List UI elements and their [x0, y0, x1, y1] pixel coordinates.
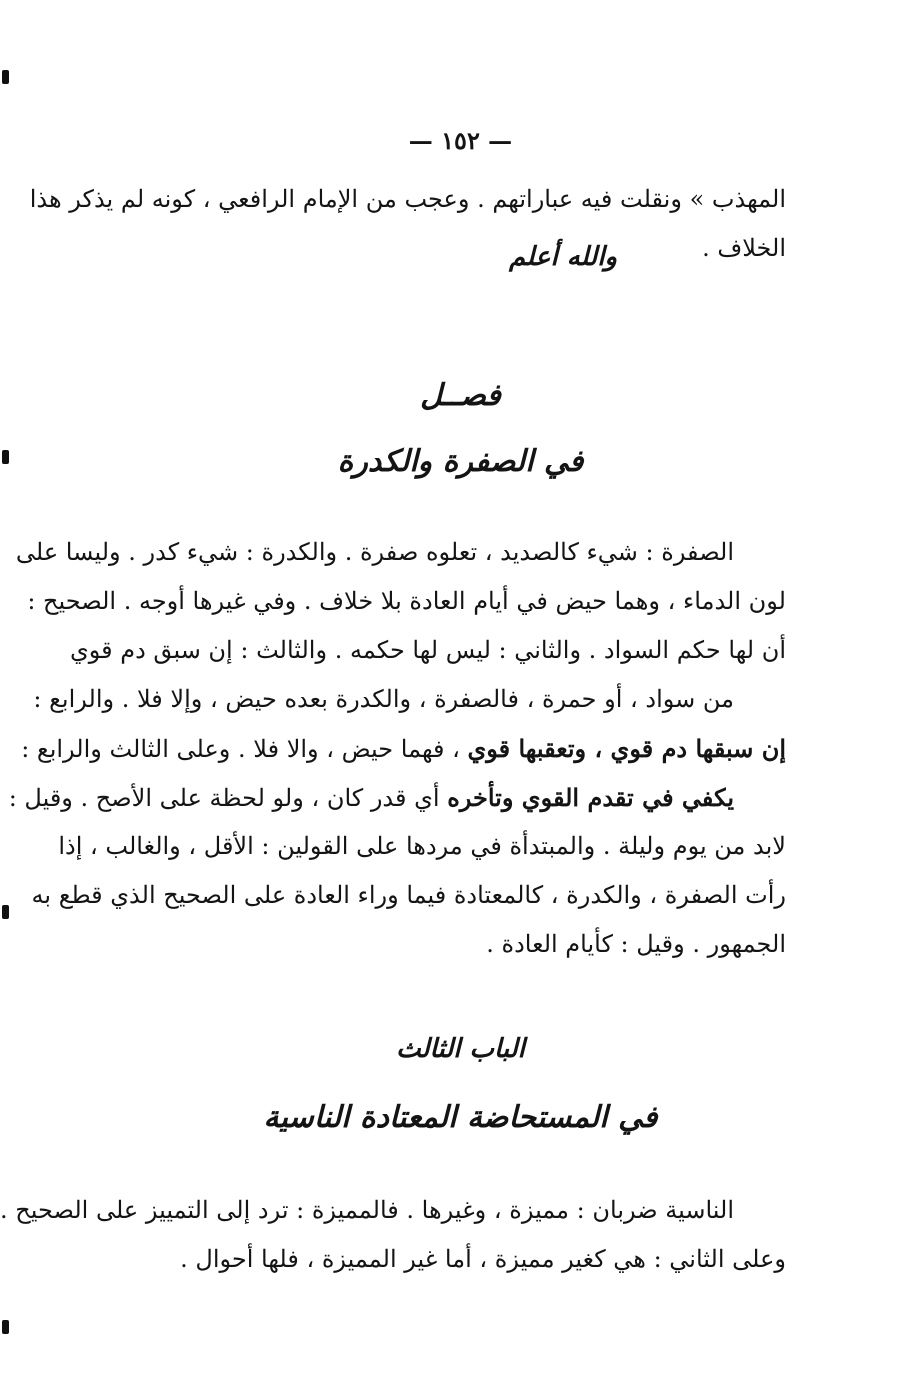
paragraph-line: أن لها حكم السواد . والثاني : ليس لها حكمه . والثالث : إن سبق دم قوي — [69, 636, 786, 664]
bold-phrase: يكفي في تقدم القوي وتأخره — [447, 783, 734, 812]
document-page — [2, 0, 919, 1378]
chapter-label: الباب الثالث — [396, 1034, 525, 1064]
chapter-paragraph — [0, 1186, 786, 1284]
section-paragraph — [8, 528, 786, 969]
page-number: — ١٥٢ — — [408, 126, 513, 155]
intro-paragraph — [29, 175, 786, 273]
closing-phrase: والله أعلم — [509, 242, 617, 272]
chapter-title: في المستحاضة المعتادة الناسية — [263, 1100, 658, 1135]
line-text: ، فهما حيض ، والا فلا . وعلى الثالث والرابع : — [21, 735, 468, 763]
bold-phrase: إن سبقها دم قوي ، وتعقبها قوي — [467, 734, 786, 763]
paragraph-line: رأت الصفرة ، والكدرة ، كالمعتادة فيما وراء العادة على الصحيح الذي قطع به — [31, 881, 786, 909]
paragraph-line: المهذب » ونقلت فيه عباراتهم . وعجب من الإمام الرافعي ، كونه لم يذكر هذا — [29, 185, 786, 213]
paragraph-line: لابد من يوم وليلة . والمبتدأة في مردها على القولين : الأقل ، والغالب ، إذا — [58, 832, 786, 860]
margin-mark — [2, 905, 9, 919]
line-text: أي قدر كان ، ولو لحظة على الأصح . وقيل : — [8, 784, 448, 812]
margin-mark — [2, 1320, 9, 1334]
section-title: في الصفرة والكدرة — [337, 444, 584, 479]
paragraph-line: الخلاف . — [702, 234, 786, 262]
paragraph-line: وعلى الثاني : هي كغير مميزة ، أما غير المميزة ، فلها أحوال . — [180, 1245, 786, 1273]
margin-mark — [2, 70, 9, 84]
paragraph-line — [21, 724, 786, 773]
paragraph-line: الجمهور . وقيل : كأيام العادة . — [486, 930, 786, 958]
paragraph-line: من سواد ، أو حمرة ، فالصفرة ، والكدرة بعده حيض ، وإلا فلا . والرابع : — [33, 685, 734, 713]
section-label: فصــل — [420, 378, 501, 413]
paragraph-line — [8, 773, 786, 822]
paragraph-line: الناسية ضربان : مميزة ، وغيرها . فالمميزة : ترد إلى التمييز على الصحيح . — [0, 1196, 734, 1224]
margin-mark — [2, 450, 9, 464]
paragraph-line: الصفرة : شيء كالصديد ، تعلوه صفرة . والكدرة : شيء كدر . وليسا على — [15, 538, 734, 566]
paragraph-line: لون الدماء ، وهما حيض في أيام العادة بلا خلاف . وفي غيرها أوجه . الصحيح : — [27, 587, 786, 615]
